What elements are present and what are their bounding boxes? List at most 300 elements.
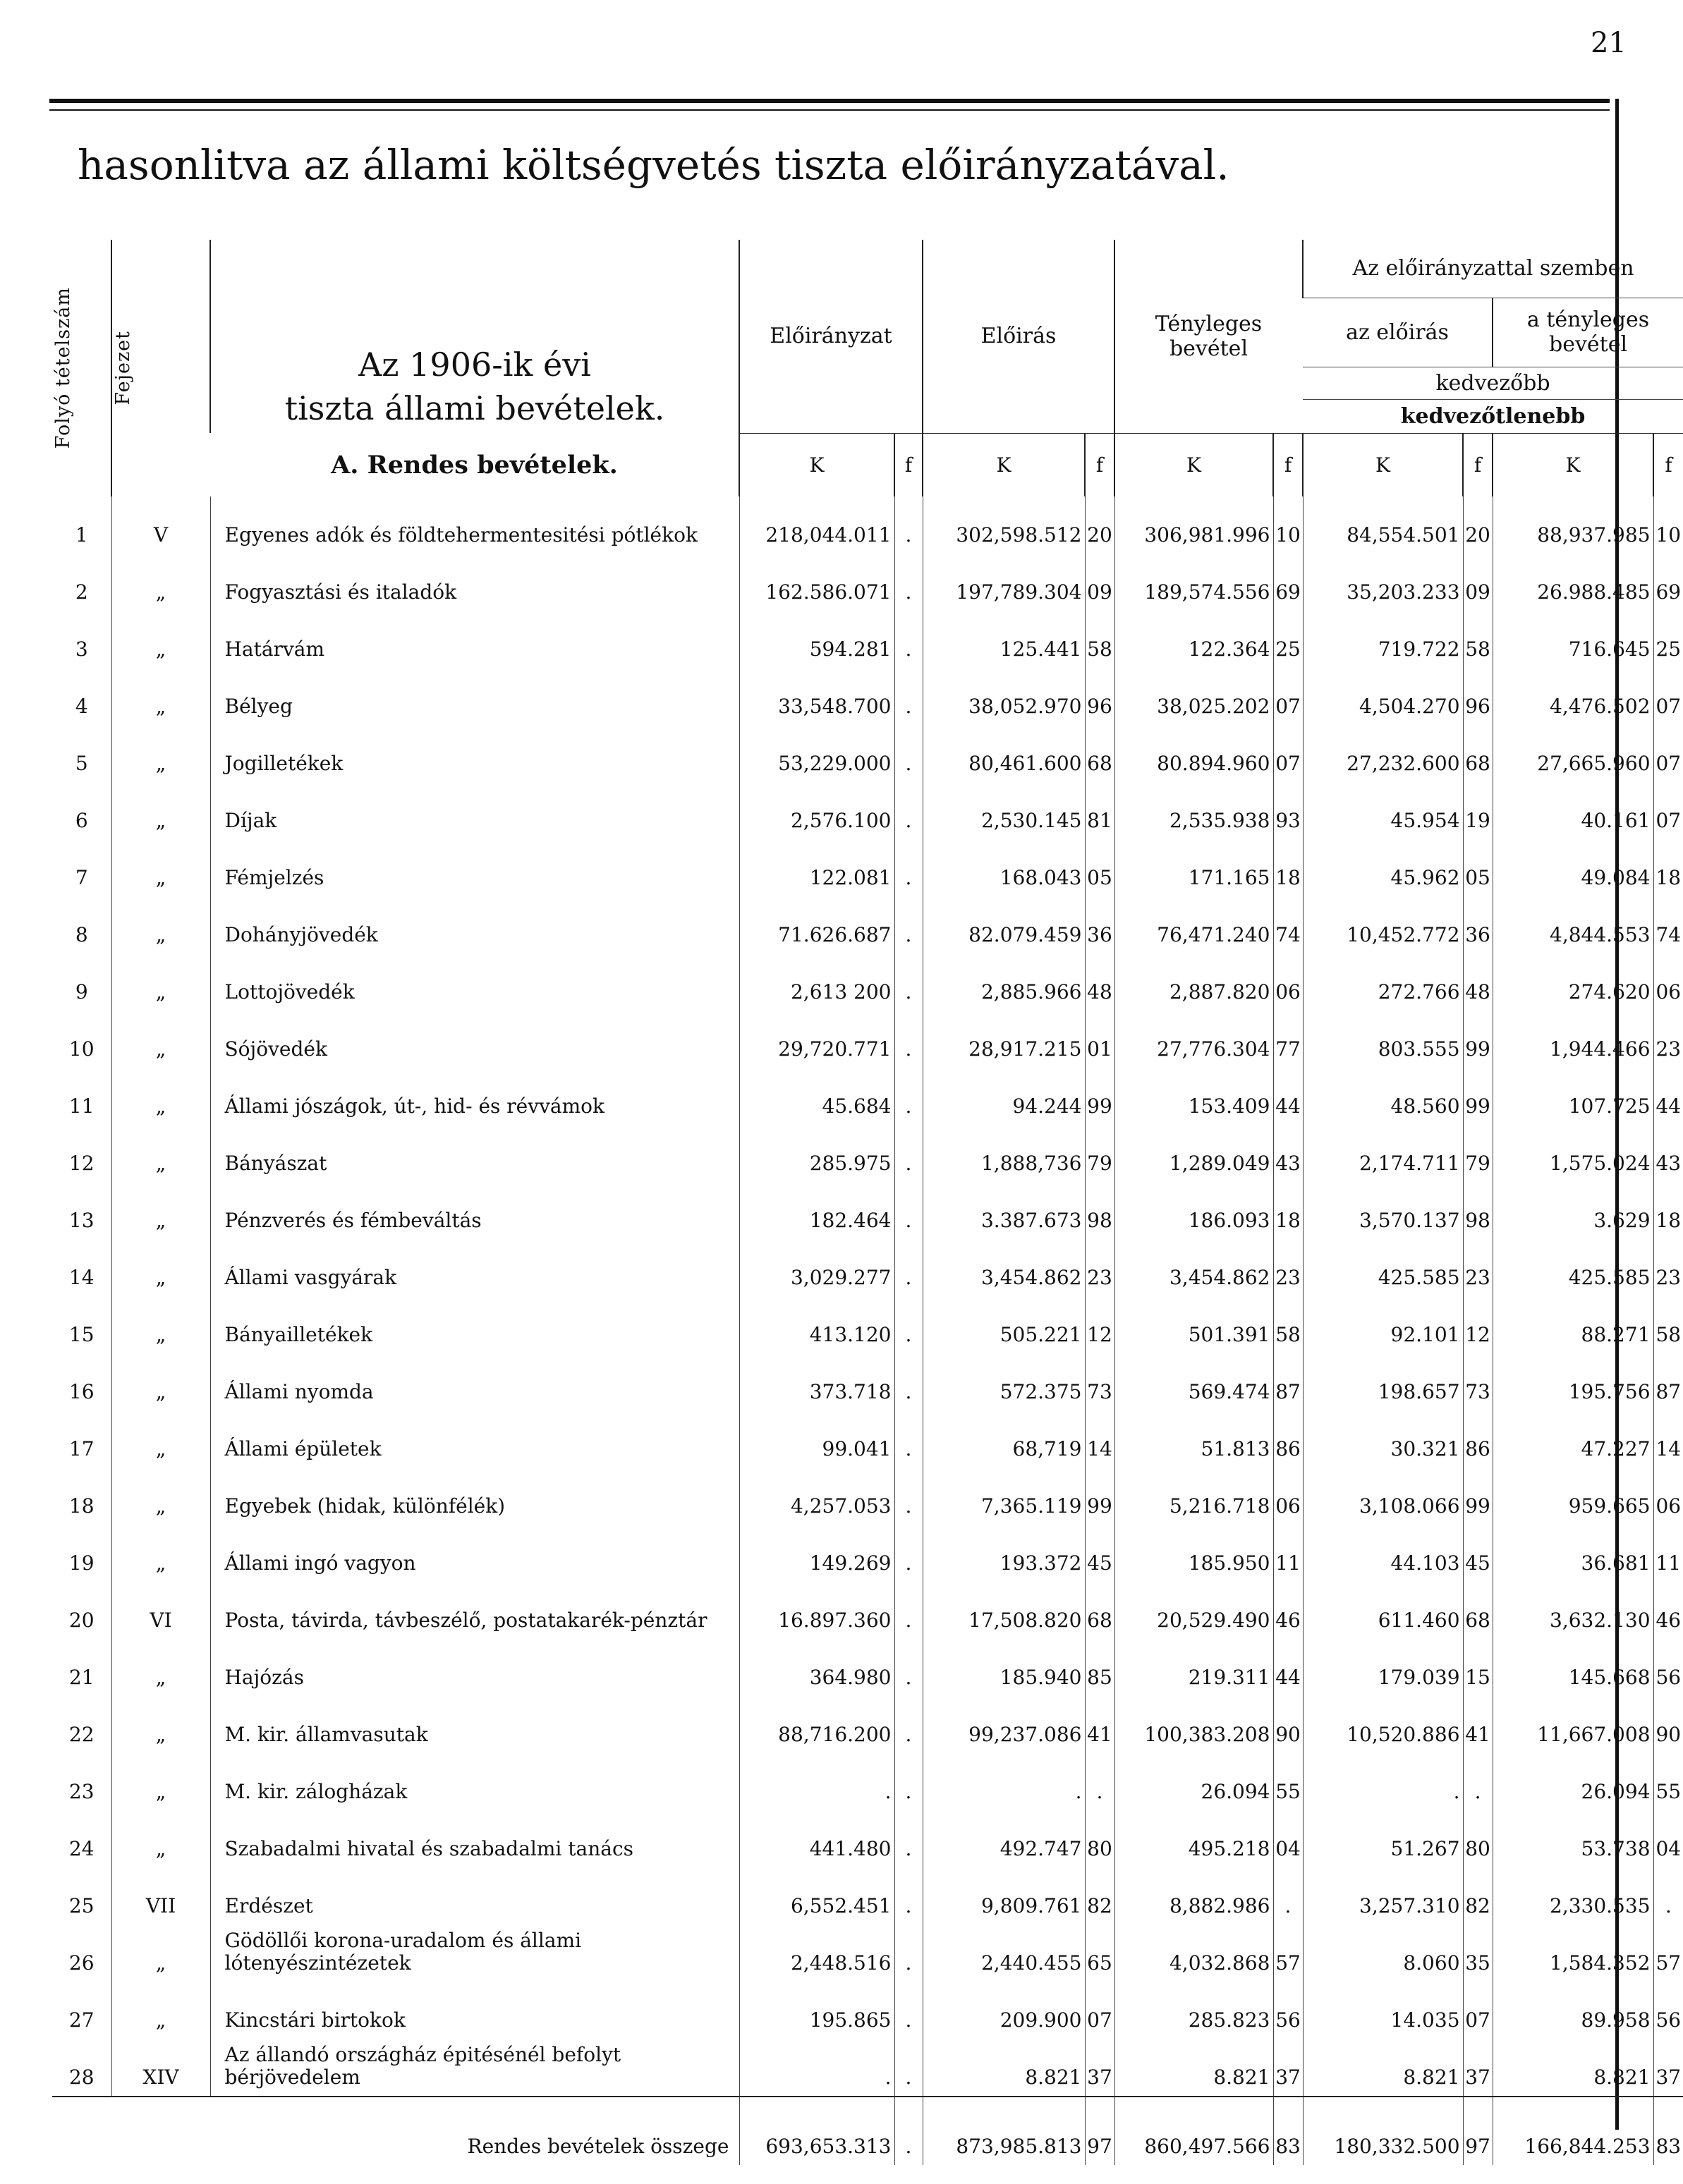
table-row	[52, 554, 1683, 611]
cell-e-f: .	[894, 1239, 923, 1296]
col-header-eloiranyzat: Előirányzat	[739, 240, 923, 433]
row-name: Bányailletékek	[210, 1296, 739, 1353]
cell-o-f: 23	[1085, 1239, 1114, 1296]
row-name: Bélyeg	[210, 668, 739, 725]
cell-t-k: 100,383.208	[1114, 1696, 1273, 1753]
cell-d1-k: 4,504.270	[1303, 668, 1463, 725]
unit-k: K	[739, 433, 894, 496]
cell-t-k: 189,574.556	[1114, 554, 1273, 611]
unit-f: f	[1463, 433, 1493, 496]
cell-o-f: 99	[1085, 1068, 1114, 1125]
cell-d1-f: 98	[1463, 1182, 1493, 1239]
cell-d1-f: 79	[1463, 1125, 1493, 1182]
cell-e-f: .	[894, 1810, 923, 1867]
cell-t-f: 18	[1273, 839, 1303, 896]
table-title-line1: Az 1906-ik évi	[358, 345, 591, 384]
cell-e-k: 162.586.071	[739, 554, 894, 611]
total-label: Rendes bevételek összege	[52, 2097, 739, 2165]
cell-d2-k: 26.094	[1493, 1753, 1653, 1810]
cell-d2-f: 23	[1653, 1239, 1683, 1296]
cell-d1-k: 10,452.772	[1303, 896, 1463, 953]
cell-d2-f: 69	[1653, 554, 1683, 611]
row-name: Díjak	[210, 782, 739, 839]
cell-d1-f: 05	[1463, 839, 1493, 896]
cell-e-k: .	[739, 1753, 894, 1810]
cell-d1-k: 10,520.886	[1303, 1696, 1463, 1753]
total-d1-k: 180,332.500	[1303, 2097, 1463, 2165]
cell-t-k: 76,471.240	[1114, 896, 1273, 953]
total-d2-k: 166,844.253	[1493, 2097, 1653, 2165]
total-o-k: 873,985.813	[923, 2097, 1085, 2165]
row-name: Állami épületek	[210, 1410, 739, 1468]
cell-d2-k: 26.988.485	[1493, 554, 1653, 611]
cell-d2-f: 74	[1653, 896, 1683, 953]
row-number: 24	[68, 1837, 95, 1860]
col-header-tenyleges: Tényleges bevétel	[1114, 240, 1303, 433]
row-number: 5	[75, 752, 88, 775]
cell-t-k: 27,776.304	[1114, 1011, 1273, 1068]
cell-d1-f: 68	[1463, 1582, 1493, 1639]
cell-d1-f: 86	[1463, 1410, 1493, 1468]
table-row	[52, 1296, 1683, 1353]
cell-e-k: 364.980	[739, 1639, 894, 1696]
cell-e-k: 149.269	[739, 1525, 894, 1582]
cell-t-f: 37	[1273, 2039, 1303, 2097]
row-name: Fémjelzés	[210, 839, 739, 896]
row-number: 12	[68, 1152, 95, 1175]
cell-d2-f: 10	[1653, 496, 1683, 554]
table-row	[52, 1525, 1683, 1582]
cell-d2-k: 274.620	[1493, 953, 1653, 1011]
cell-e-k: 594.281	[739, 611, 894, 668]
cell-t-k: 501.391	[1114, 1296, 1273, 1353]
cell-d1-k: 425.585	[1303, 1239, 1463, 1296]
row-name: Pénzverés és fémbeváltás	[210, 1182, 739, 1239]
cell-o-f: 01	[1085, 1011, 1114, 1068]
row-chapter: „	[111, 554, 210, 611]
cell-o-f: 12	[1085, 1296, 1114, 1353]
cell-d1-f: 48	[1463, 953, 1493, 1011]
cell-e-f: .	[894, 2039, 923, 2097]
cell-o-k: 492.747	[923, 1810, 1085, 1867]
row-chapter: „	[111, 1924, 210, 1982]
cell-t-k: 3,454.862	[1114, 1239, 1273, 1296]
row-number: 15	[68, 1323, 95, 1346]
cell-e-f: .	[894, 1867, 923, 1924]
top-rule-thin	[49, 109, 1610, 111]
table-row	[52, 1582, 1683, 1639]
cell-o-k: 2,530.145	[923, 782, 1085, 839]
cell-o-f: 68	[1085, 1582, 1114, 1639]
cell-o-f: 14	[1085, 1410, 1114, 1468]
row-chapter: „	[111, 1468, 210, 1525]
cell-d1-f: 41	[1463, 1696, 1493, 1753]
cell-d1-f: 12	[1463, 1296, 1493, 1353]
cell-d2-k: 145.668	[1493, 1639, 1653, 1696]
row-name: Állami jószágok, út-, hid- és révvámok	[210, 1068, 739, 1125]
cell-e-f: .	[894, 611, 923, 668]
cell-d2-f: 04	[1653, 1810, 1683, 1867]
unit-f: f	[1653, 433, 1683, 496]
row-number: 18	[68, 1494, 95, 1518]
cell-e-k: 373.718	[739, 1353, 894, 1410]
row-name: Hajózás	[210, 1639, 739, 1696]
cell-o-k: 82.079.459	[923, 896, 1085, 953]
cell-o-k: 185.940	[923, 1639, 1085, 1696]
row-name: Az állandó országház épitésénél befolyt bérjövedelem	[210, 2039, 739, 2097]
cell-o-f: 98	[1085, 1182, 1114, 1239]
cell-e-f: .	[894, 896, 923, 953]
row-number: 28	[68, 2066, 95, 2089]
cell-t-f: 57	[1273, 1924, 1303, 1982]
cell-d2-f: 06	[1653, 1468, 1683, 1525]
cell-o-f: 36	[1085, 896, 1114, 953]
table-row	[52, 1182, 1683, 1239]
cell-e-f: .	[894, 1353, 923, 1410]
cell-d1-f: .	[1463, 1753, 1493, 1810]
total-t-k: 860,497.566	[1114, 2097, 1273, 2165]
cell-d1-k: 84,554.501	[1303, 496, 1463, 554]
cell-d1-k: 2,174.711	[1303, 1125, 1463, 1182]
cell-e-f: .	[894, 668, 923, 725]
cell-t-k: 4,032.868	[1114, 1924, 1273, 1982]
cell-t-k: 8.821	[1114, 2039, 1273, 2097]
cell-d2-f: 07	[1653, 782, 1683, 839]
row-chapter: „	[111, 1639, 210, 1696]
row-number: 11	[68, 1094, 95, 1118]
cell-t-k: 51.813	[1114, 1410, 1273, 1468]
cell-o-k: 3.387.673	[923, 1182, 1085, 1239]
cell-t-k: 38,025.202	[1114, 668, 1273, 725]
row-number: 8	[75, 923, 88, 946]
cell-d1-f: 23	[1463, 1239, 1493, 1296]
cell-e-f: .	[894, 1924, 923, 1982]
cell-o-k: 94.244	[923, 1068, 1085, 1125]
cell-d2-k: 11,667.008	[1493, 1696, 1653, 1753]
row-number: 17	[68, 1437, 95, 1460]
cell-e-f: .	[894, 1296, 923, 1353]
unit-k: K	[1303, 433, 1463, 496]
cell-d1-f: 35	[1463, 1924, 1493, 1982]
cell-t-k: 20,529.490	[1114, 1582, 1273, 1639]
cell-e-k: 2,576.100	[739, 782, 894, 839]
row-number: 23	[68, 1780, 95, 1803]
cell-d2-f: 06	[1653, 953, 1683, 1011]
cell-d1-k: 51.267	[1303, 1810, 1463, 1867]
row-chapter: „	[111, 896, 210, 953]
total-row	[52, 2097, 1683, 2165]
cell-d2-f: 37	[1653, 2039, 1683, 2097]
cell-o-k: 1,888,736	[923, 1125, 1085, 1182]
cell-d1-k: 45.954	[1303, 782, 1463, 839]
cell-o-f: 20	[1085, 496, 1114, 554]
cell-e-k: 29,720.771	[739, 1011, 894, 1068]
row-name: Erdészet	[210, 1867, 739, 1924]
cell-o-k: 7,365.119	[923, 1468, 1085, 1525]
cell-o-f: .	[1085, 1753, 1114, 1810]
row-name: Állami vasgyárak	[210, 1239, 739, 1296]
cell-t-f: 44	[1273, 1068, 1303, 1125]
cell-t-k: 186.093	[1114, 1182, 1273, 1239]
row-number: 1	[75, 523, 88, 547]
cell-d2-k: 53.738	[1493, 1810, 1653, 1867]
table-row	[52, 1696, 1683, 1753]
cell-d1-f: 80	[1463, 1810, 1493, 1867]
row-number: 10	[68, 1037, 95, 1061]
table-row	[52, 1810, 1683, 1867]
cell-d1-k: 44.103	[1303, 1525, 1463, 1582]
page-number: 21	[1591, 27, 1627, 59]
table-row	[52, 1639, 1683, 1696]
unit-k: K	[1493, 433, 1653, 496]
cell-t-f: 55	[1273, 1753, 1303, 1810]
row-name: Fogyasztási és italadók	[210, 554, 739, 611]
table-row	[52, 1410, 1683, 1468]
row-name: Bányászat	[210, 1125, 739, 1182]
cell-d2-f: 07	[1653, 668, 1683, 725]
cell-e-k: 195.865	[739, 1982, 894, 2039]
cell-o-f: 82	[1085, 1867, 1114, 1924]
cell-d1-f: 99	[1463, 1468, 1493, 1525]
cell-d1-f: 20	[1463, 496, 1493, 554]
table-body	[52, 496, 1683, 2165]
cell-t-k: 185.950	[1114, 1525, 1273, 1582]
cell-d2-k: 425.585	[1493, 1239, 1653, 1296]
row-chapter: „	[111, 782, 210, 839]
cell-e-f: .	[894, 1410, 923, 1468]
row-number: 3	[75, 637, 88, 661]
row-name: Állami nyomda	[210, 1353, 739, 1410]
table-subtitle: A. Rendes bevételek.	[331, 450, 618, 480]
cell-d2-k: 1,575.024	[1493, 1125, 1653, 1182]
cell-t-f: .	[1273, 1867, 1303, 1924]
cell-e-k: 71.626.687	[739, 896, 894, 953]
cell-t-f: 11	[1273, 1525, 1303, 1582]
table-row	[52, 1353, 1683, 1410]
cell-o-f: 99	[1085, 1468, 1114, 1525]
cell-o-k: 168.043	[923, 839, 1085, 896]
cell-t-f: 86	[1273, 1410, 1303, 1468]
cell-d2-k: 959.665	[1493, 1468, 1653, 1525]
row-number: 16	[68, 1380, 95, 1403]
cell-d2-f: 44	[1653, 1068, 1683, 1125]
cell-d2-k: 195.756	[1493, 1353, 1653, 1410]
cell-e-f: .	[894, 1525, 923, 1582]
cell-e-f: .	[894, 1182, 923, 1239]
cell-t-f: 69	[1273, 554, 1303, 611]
cell-d1-k: 48.560	[1303, 1068, 1463, 1125]
unit-k: K	[923, 433, 1085, 496]
cell-e-f: .	[894, 1011, 923, 1068]
cell-t-k: 26.094	[1114, 1753, 1273, 1810]
cell-o-k: 99,237.086	[923, 1696, 1085, 1753]
cell-o-f: 81	[1085, 782, 1114, 839]
cell-d1-k: 3,570.137	[1303, 1182, 1463, 1239]
cell-d2-k: 89.958	[1493, 1982, 1653, 2039]
table-row	[52, 1982, 1683, 2039]
cell-t-f: 18	[1273, 1182, 1303, 1239]
cell-e-k: 99.041	[739, 1410, 894, 1468]
cell-t-f: 87	[1273, 1353, 1303, 1410]
cell-d1-k: 8.060	[1303, 1924, 1463, 1982]
cell-d1-f: 96	[1463, 668, 1493, 725]
row-chapter: XIV	[111, 2039, 210, 2097]
cell-e-k: 2,448.516	[739, 1924, 894, 1982]
cell-d1-k: 27,232.600	[1303, 725, 1463, 782]
table-row	[52, 953, 1683, 1011]
cell-d2-f: 43	[1653, 1125, 1683, 1182]
row-chapter: „	[111, 1068, 210, 1125]
cell-t-f: 07	[1273, 725, 1303, 782]
row-chapter: „	[111, 1753, 210, 1810]
row-number: 14	[68, 1266, 95, 1289]
cell-o-k: 197,789.304	[923, 554, 1085, 611]
row-chapter: „	[111, 1011, 210, 1068]
cell-e-k: 122.081	[739, 839, 894, 896]
cell-d2-k: 1,584.352	[1493, 1924, 1653, 1982]
cell-d1-k: .	[1303, 1753, 1463, 1810]
cell-d2-f: 18	[1653, 1182, 1683, 1239]
cell-t-f: 04	[1273, 1810, 1303, 1867]
table-row	[52, 1011, 1683, 1068]
cell-d2-k: 3.629	[1493, 1182, 1653, 1239]
cell-o-f: 65	[1085, 1924, 1114, 1982]
cell-d2-k: 4,476.502	[1493, 668, 1653, 725]
table-title-line2: tiszta állami bevételek.	[284, 389, 665, 427]
cell-d2-k: 47.227	[1493, 1410, 1653, 1468]
cell-e-f: .	[894, 1125, 923, 1182]
table-row	[52, 1867, 1683, 1924]
row-chapter: VII	[111, 1867, 210, 1924]
cell-t-f: 58	[1273, 1296, 1303, 1353]
cell-o-f: 58	[1085, 611, 1114, 668]
cell-o-k: 9,809.761	[923, 1867, 1085, 1924]
cell-o-f: 48	[1085, 953, 1114, 1011]
row-chapter: „	[111, 1125, 210, 1182]
cell-t-f: 56	[1273, 1982, 1303, 2039]
table-row	[52, 2039, 1683, 2097]
cell-o-k: 2,885.966	[923, 953, 1085, 1011]
row-number: 7	[75, 866, 88, 889]
cell-d2-k: 8.821	[1493, 2039, 1653, 2097]
cell-e-k: 4,257.053	[739, 1468, 894, 1525]
cell-d1-f: 15	[1463, 1639, 1493, 1696]
cell-o-k: 28,917.215	[923, 1011, 1085, 1068]
cell-e-f: .	[894, 725, 923, 782]
cell-d2-k: 716.645	[1493, 611, 1653, 668]
row-chapter: „	[111, 611, 210, 668]
cell-d1-f: 58	[1463, 611, 1493, 668]
cell-o-k: 209.900	[923, 1982, 1085, 2039]
cell-e-f: .	[894, 1982, 923, 2039]
table-row	[52, 1068, 1683, 1125]
cell-d1-f: 82	[1463, 1867, 1493, 1924]
table-row	[52, 496, 1683, 554]
cell-o-f: 85	[1085, 1639, 1114, 1696]
cell-d1-k: 179.039	[1303, 1639, 1463, 1696]
cell-o-k: 125.441	[923, 611, 1085, 668]
cell-o-f: 80	[1085, 1810, 1114, 1867]
cell-o-f: 37	[1085, 2039, 1114, 2097]
table-row	[52, 1468, 1683, 1525]
cell-d2-f: 11	[1653, 1525, 1683, 1582]
cell-o-k: 302,598.512	[923, 496, 1085, 554]
row-chapter: „	[111, 725, 210, 782]
cell-d1-f: 68	[1463, 725, 1493, 782]
cell-d2-k: 3,632.130	[1493, 1582, 1653, 1639]
row-chapter: „	[111, 1353, 210, 1410]
cell-d2-f: 14	[1653, 1410, 1683, 1468]
cell-t-f: 77	[1273, 1011, 1303, 1068]
cell-d2-k: 88,937.985	[1493, 496, 1653, 554]
cell-t-f: 06	[1273, 1468, 1303, 1525]
cell-t-f: 74	[1273, 896, 1303, 953]
cell-d2-k: 2,330.535	[1493, 1867, 1653, 1924]
row-chapter: „	[111, 1296, 210, 1353]
cell-e-k: 285.975	[739, 1125, 894, 1182]
cell-d1-k: 35,203.233	[1303, 554, 1463, 611]
cell-d2-f: 46	[1653, 1582, 1683, 1639]
cell-t-f: 43	[1273, 1125, 1303, 1182]
row-number: 27	[68, 2008, 95, 2032]
cell-e-f: .	[894, 1068, 923, 1125]
cell-t-k: 153.409	[1114, 1068, 1273, 1125]
cell-d1-k: 803.555	[1303, 1011, 1463, 1068]
row-name: Posta, távirda, távbeszélő, postatakarék-pénztár	[210, 1582, 739, 1639]
cell-d2-f: 90	[1653, 1696, 1683, 1753]
cell-t-f: 07	[1273, 668, 1303, 725]
sub-header-eloiras: az előirás	[1346, 319, 1449, 345]
cell-o-k: 572.375	[923, 1353, 1085, 1410]
row-chapter: VI	[111, 1582, 210, 1639]
cell-t-k: 219.311	[1114, 1639, 1273, 1696]
cell-e-f: .	[894, 1639, 923, 1696]
row-number: 9	[75, 980, 88, 1003]
cell-d1-k: 92.101	[1303, 1296, 1463, 1353]
row-number: 6	[75, 809, 88, 832]
row-chapter: „	[111, 1525, 210, 1582]
cell-d1-k: 8.821	[1303, 2039, 1463, 2097]
cell-e-k: 182.464	[739, 1182, 894, 1239]
cell-e-k: 88,716.200	[739, 1696, 894, 1753]
row-number: 26	[68, 1951, 95, 1975]
table-title	[210, 240, 739, 433]
row-chapter: „	[111, 668, 210, 725]
cell-d2-f: .	[1653, 1867, 1683, 1924]
cell-d2-f: 23	[1653, 1011, 1683, 1068]
row-chapter: „	[111, 1696, 210, 1753]
cell-t-f: 23	[1273, 1239, 1303, 1296]
cell-d1-f: 37	[1463, 2039, 1493, 2097]
col-header-eloiras: Előirás	[923, 240, 1114, 433]
total-t-f: 83	[1273, 2097, 1303, 2165]
cell-e-k: .	[739, 2039, 894, 2097]
cell-o-f: 45	[1085, 1525, 1114, 1582]
cell-d2-f: 56	[1653, 1639, 1683, 1696]
cell-o-f: 07	[1085, 1982, 1114, 2039]
row-name: Sójövedék	[210, 1011, 739, 1068]
cell-d2-k: 49.084	[1493, 839, 1653, 896]
cell-d2-f: 18	[1653, 839, 1683, 896]
cell-e-f: .	[894, 953, 923, 1011]
row-number: 20	[68, 1609, 95, 1632]
table-row	[52, 1753, 1683, 1810]
cell-e-k: 6,552.451	[739, 1867, 894, 1924]
revenue-table-wrapper	[52, 240, 1682, 2165]
group-header: Az előirányzattal szemben	[1303, 240, 1683, 298]
cell-e-f: .	[894, 1468, 923, 1525]
cell-d1-k: 198.657	[1303, 1353, 1463, 1410]
